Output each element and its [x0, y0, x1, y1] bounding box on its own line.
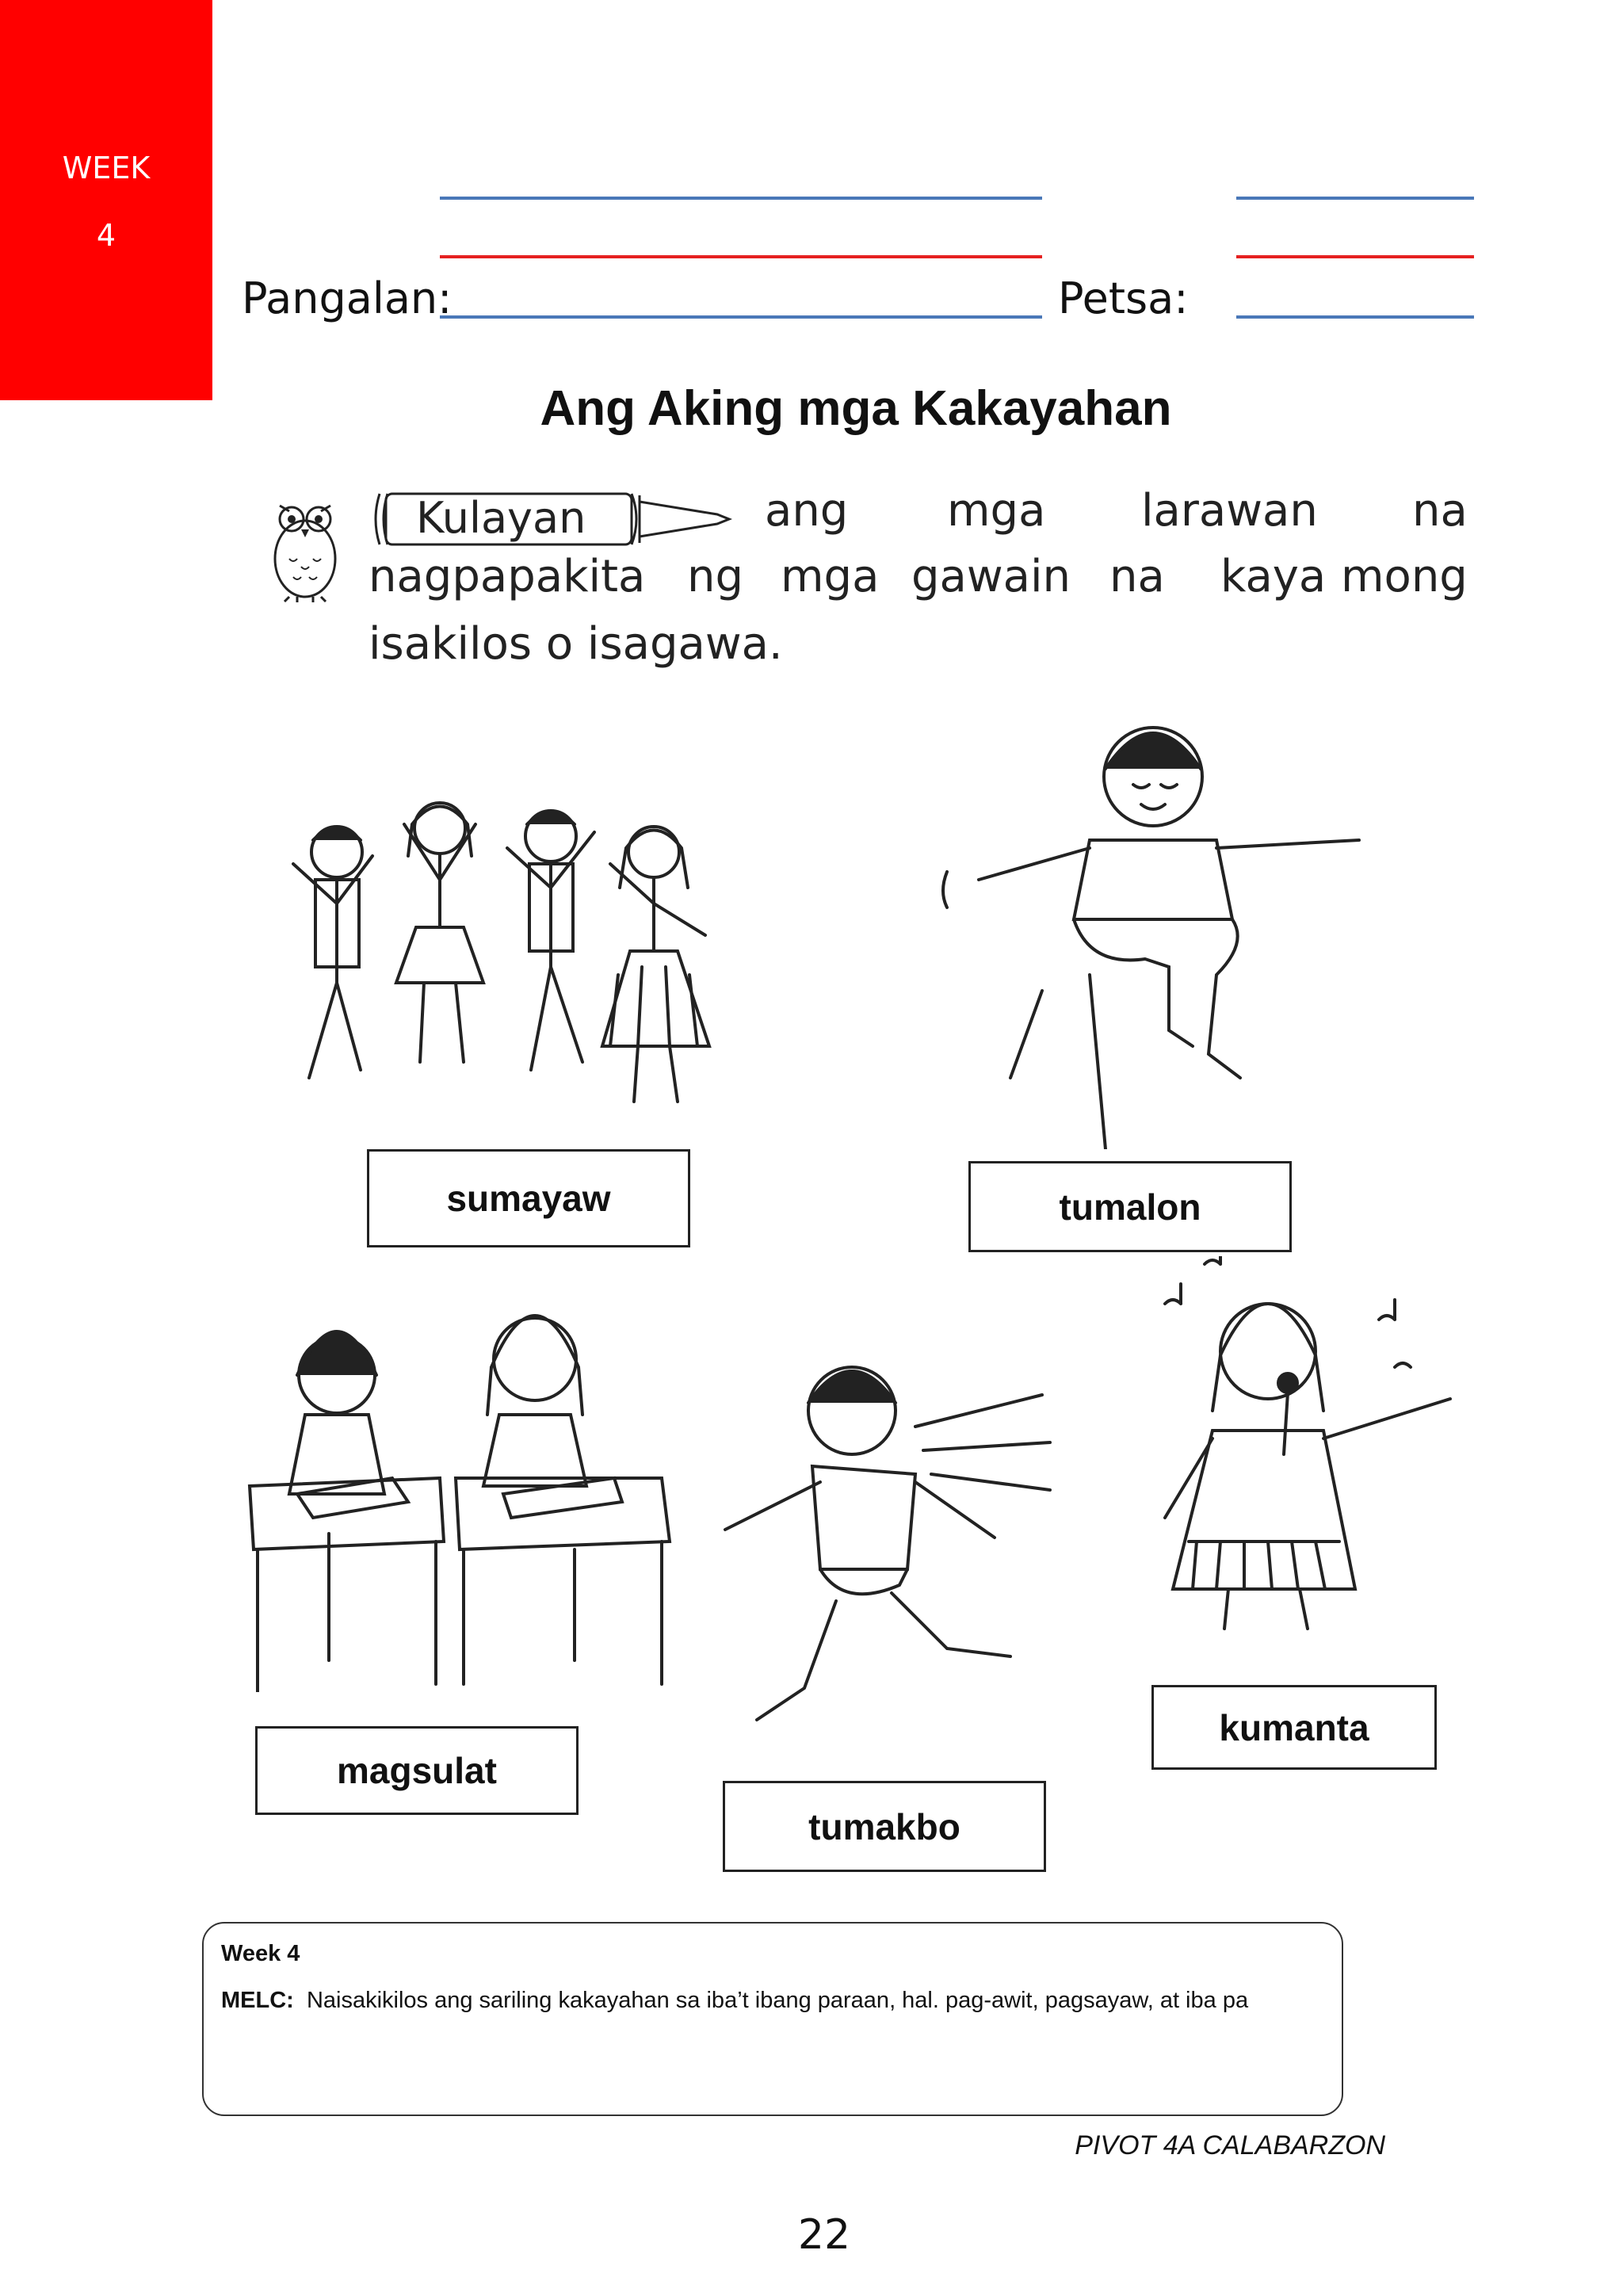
instruction-word: na	[1109, 551, 1165, 602]
label-box-tumakbo: tumakbo	[723, 1781, 1046, 1872]
melc-text: Naisakikilos ang sariling kakayahan sa iba’t ibang paraan, hal. pag-awit, pagsayaw, at iba pa	[306, 1988, 1249, 2013]
page-number: 22	[797, 2211, 851, 2259]
instruction-word: ng	[687, 551, 744, 602]
instruction-word: mga	[947, 485, 1046, 537]
dancing-children-illustration	[262, 761, 769, 1149]
name-guide-top	[440, 197, 1042, 200]
page-title: Ang Aking mga Kakayahan	[540, 381, 1172, 436]
date-label: Petsa:	[1058, 273, 1189, 323]
week-tab	[0, 0, 212, 400]
instruction-word: mga	[781, 551, 880, 602]
name-input-line[interactable]	[440, 315, 1042, 319]
label-box-tumalon: tumalon	[968, 1161, 1292, 1252]
instruction-word: na	[1412, 485, 1468, 537]
crayon-word: Kulayan	[416, 493, 586, 543]
instruction-word: gawain	[911, 551, 1071, 602]
instruction-line: isakilos o isagawa.	[369, 618, 783, 670]
label-box-kumanta: kumanta	[1151, 1685, 1437, 1770]
name-label: Pangalan:	[242, 273, 453, 323]
melc-note-box	[202, 1922, 1343, 2116]
instruction-word: kaya	[1220, 551, 1327, 602]
instruction-word: nagpapakita	[369, 551, 646, 602]
owl-icon	[265, 483, 345, 602]
date-guide-top	[1236, 197, 1474, 200]
week-tab-label: WEEK	[62, 151, 151, 185]
melc-label: MELC:	[221, 1988, 294, 2013]
running-child-illustration	[709, 1347, 1058, 1759]
note-melc	[221, 1988, 1324, 2014]
label-box-magsulat: magsulat	[255, 1726, 579, 1815]
date-input-line[interactable]	[1236, 315, 1474, 319]
week-tab-number: 4	[96, 218, 116, 253]
writing-children-illustration	[242, 1280, 685, 1692]
instruction-word: ang	[765, 485, 849, 537]
footer-source: PIVOT 4A CALABARZON	[1075, 2130, 1385, 2160]
label-box-sumayaw: sumayaw	[367, 1149, 690, 1247]
date-guide-mid	[1236, 255, 1474, 258]
instruction-word: larawan	[1141, 485, 1318, 537]
name-guide-mid	[440, 255, 1042, 258]
note-week: Week 4	[221, 1941, 300, 1966]
instruction-word: mong	[1341, 551, 1468, 602]
singing-child-illustration	[1117, 1256, 1474, 1652]
jumping-child-illustration	[931, 705, 1375, 1149]
